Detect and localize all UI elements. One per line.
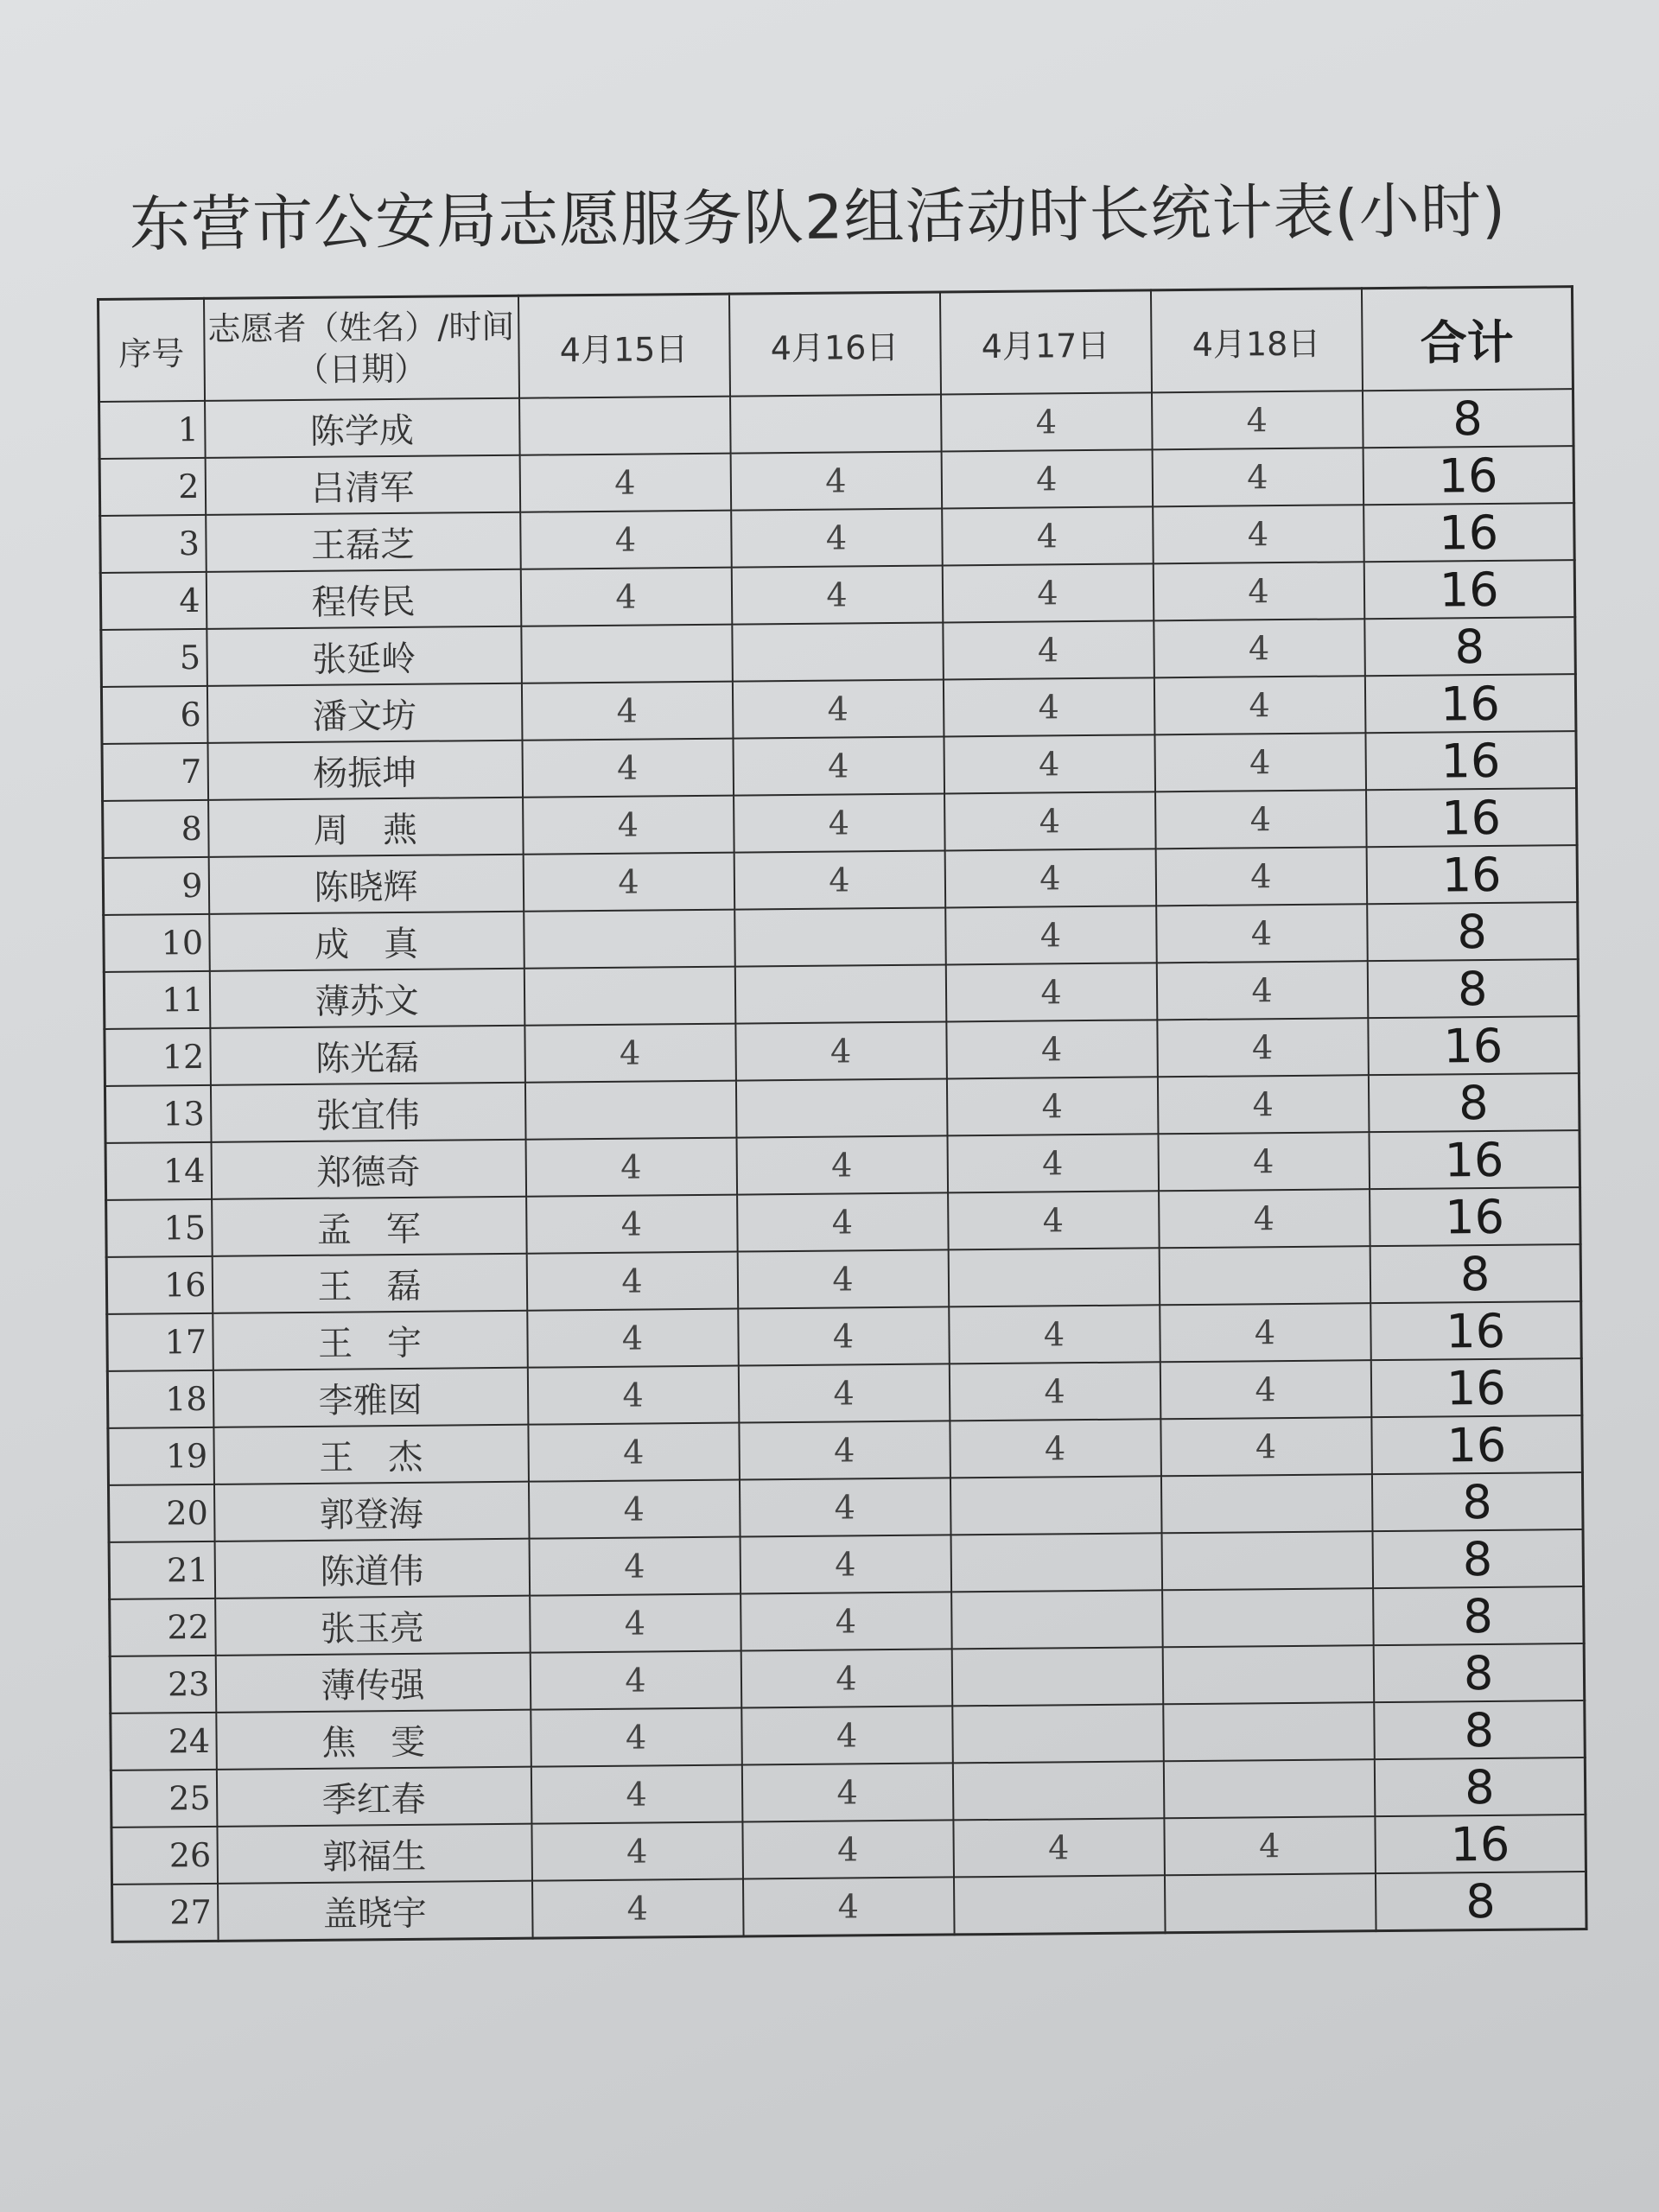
row-index: 24 [111, 1713, 217, 1770]
total-cell: 8 [1373, 1586, 1585, 1645]
hours-cell: 4 [1152, 448, 1363, 506]
hours-cell: 4 [949, 1305, 1160, 1363]
hours-cell: 4 [730, 451, 942, 510]
header-date: 4月18日 [1150, 289, 1362, 393]
total-cell: 8 [1368, 1073, 1580, 1132]
hours-cell: 4 [1154, 619, 1365, 677]
row-index: 7 [102, 743, 208, 801]
hours-cell: 4 [1152, 391, 1363, 449]
hours-cell [1162, 1645, 1374, 1704]
row-index: 26 [111, 1827, 218, 1885]
row-index: 19 [108, 1427, 214, 1485]
hours-cell [1162, 1588, 1374, 1647]
hours-cell [950, 1533, 1162, 1592]
total-cell: 8 [1364, 617, 1576, 676]
hours-cell: 4 [531, 1708, 742, 1767]
hours-cell: 4 [524, 1024, 736, 1083]
hours-cell: 4 [943, 677, 1154, 736]
hours-cell: 4 [520, 511, 732, 569]
hours-cell [732, 622, 944, 681]
hours-cell [524, 967, 735, 1026]
row-index: 8 [103, 800, 209, 858]
row-index: 6 [101, 686, 207, 744]
hours-cell: 4 [530, 1594, 741, 1653]
hours-cell: 4 [947, 1134, 1159, 1192]
hours-table [97, 285, 1588, 1943]
header-date: 4月15日 [518, 294, 729, 398]
total-cell: 16 [1363, 503, 1575, 562]
total-cell: 16 [1366, 845, 1578, 904]
total-cell: 16 [1370, 1301, 1582, 1360]
hours-cell: 4 [741, 1649, 952, 1707]
row-index: 22 [110, 1599, 216, 1656]
total-cell: 8 [1375, 1872, 1586, 1931]
hours-cell: 4 [739, 1421, 950, 1479]
volunteer-name: 王 磊 [212, 1254, 527, 1313]
hours-cell: 4 [735, 1021, 947, 1080]
row-index: 2 [99, 458, 206, 516]
volunteer-name: 郭登海 [213, 1482, 529, 1541]
volunteer-name: 陈光磊 [210, 1026, 525, 1085]
hours-cell [952, 1761, 1164, 1820]
hours-cell: 4 [733, 736, 944, 795]
row-index: 21 [109, 1541, 215, 1599]
hours-cell [734, 907, 946, 966]
volunteer-name: 杨振坤 [207, 741, 523, 800]
row-index: 16 [106, 1256, 213, 1314]
hours-cell: 4 [1155, 790, 1367, 849]
hours-cell [951, 1647, 1163, 1706]
total-cell: 8 [1374, 1758, 1586, 1816]
volunteer-name: 潘文坊 [207, 683, 522, 743]
hours-cell: 4 [531, 1765, 742, 1824]
hours-cell: 4 [732, 679, 944, 738]
hours-cell: 4 [525, 1138, 737, 1197]
hours-cell: 4 [941, 449, 1153, 508]
table-container [97, 285, 1588, 1943]
volunteer-name: 李雅囡 [213, 1368, 528, 1427]
table-row [112, 1872, 1587, 1942]
volunteer-name: 张延岭 [207, 626, 522, 686]
volunteer-name: 王 宇 [213, 1311, 528, 1370]
header-total: 合计 [1361, 287, 1573, 391]
document-title: 东营市公安局志愿服务队2组活动时长统计表(小时) [129, 175, 1507, 260]
hours-cell: 4 [523, 796, 734, 855]
row-index: 9 [103, 857, 209, 915]
volunteer-name: 张玉亮 [215, 1596, 531, 1656]
hours-cell: 4 [731, 565, 943, 624]
hours-cell: 4 [734, 850, 945, 909]
hours-cell: 4 [944, 849, 1156, 907]
hours-cell [730, 394, 942, 453]
hours-cell: 4 [1154, 733, 1366, 791]
hours-cell: 4 [738, 1306, 950, 1365]
total-cell: 8 [1372, 1529, 1584, 1588]
hours-cell: 4 [742, 1820, 954, 1878]
row-index: 3 [100, 515, 207, 573]
hours-cell [1160, 1474, 1372, 1533]
hours-cell: 4 [740, 1535, 951, 1593]
total-cell: 16 [1366, 788, 1578, 847]
hours-cell [524, 1081, 736, 1140]
volunteer-name: 郑德奇 [211, 1140, 526, 1199]
hours-cell: 4 [946, 1077, 1158, 1135]
hours-cell: 4 [1157, 1075, 1369, 1134]
hours-cell: 4 [532, 1879, 744, 1939]
volunteer-name: 王磊芝 [206, 512, 521, 572]
hours-cell: 4 [736, 1135, 948, 1194]
volunteer-name: 郭福生 [217, 1824, 532, 1884]
hours-cell: 4 [944, 734, 1155, 793]
hours-cell: 4 [953, 1818, 1165, 1877]
total-cell: 16 [1363, 560, 1575, 619]
volunteer-name: 薄苏文 [209, 969, 524, 1028]
hours-cell: 4 [1153, 562, 1364, 620]
row-index: 12 [105, 1028, 211, 1086]
hours-cell: 4 [737, 1249, 949, 1308]
hours-cell: 4 [739, 1478, 950, 1536]
hours-cell [519, 397, 731, 455]
hours-cell: 4 [950, 1419, 1161, 1478]
hours-cell: 4 [1157, 1018, 1369, 1077]
hours-cell: 4 [522, 739, 734, 798]
header-row [99, 287, 1573, 402]
hours-cell: 4 [742, 1877, 954, 1936]
hours-cell: 4 [528, 1423, 740, 1482]
volunteer-name: 王 杰 [213, 1425, 529, 1484]
total-cell: 16 [1370, 1358, 1582, 1417]
hours-cell: 4 [526, 1252, 738, 1311]
hours-cell: 4 [520, 568, 732, 626]
volunteer-name: 周 燕 [208, 798, 524, 857]
hours-cell: 4 [1156, 961, 1368, 1020]
hours-cell: 4 [531, 1822, 743, 1881]
hours-cell [735, 1078, 947, 1137]
hours-cell: 4 [1158, 1132, 1370, 1191]
hours-cell: 4 [731, 508, 943, 567]
hours-cell [1159, 1246, 1370, 1305]
hours-cell: 4 [945, 963, 1157, 1021]
volunteer-name: 程传民 [206, 569, 521, 629]
volunteer-name: 季红春 [216, 1767, 531, 1827]
header-date: 4月17日 [939, 290, 1151, 395]
hours-cell: 4 [526, 1195, 738, 1254]
table-body [99, 389, 1586, 1942]
hours-cell [951, 1590, 1163, 1649]
volunteer-name: 陈晓辉 [208, 855, 524, 914]
volunteer-name: 薄传强 [215, 1653, 531, 1713]
total-cell: 8 [1362, 389, 1573, 448]
hours-cell: 4 [741, 1592, 952, 1650]
hours-cell: 4 [942, 506, 1154, 565]
hours-cell: 4 [948, 1191, 1160, 1249]
hours-cell [952, 1704, 1164, 1763]
volunteer-name: 张宜伟 [210, 1083, 525, 1142]
row-index: 5 [101, 629, 207, 687]
row-index: 4 [100, 572, 207, 630]
header-index: 序号 [99, 298, 205, 402]
hours-cell: 4 [519, 454, 731, 512]
row-index: 20 [108, 1484, 214, 1542]
hours-cell: 4 [944, 791, 1156, 850]
row-index: 18 [107, 1370, 213, 1428]
hours-cell: 4 [741, 1763, 953, 1821]
hours-cell: 4 [1160, 1303, 1371, 1362]
hours-cell: 4 [949, 1362, 1160, 1421]
total-cell: 8 [1367, 902, 1579, 961]
hours-cell: 4 [737, 1192, 949, 1251]
hours-cell: 4 [946, 1020, 1158, 1078]
total-cell: 16 [1369, 1130, 1580, 1189]
row-index: 17 [107, 1313, 213, 1371]
hours-cell [953, 1875, 1165, 1935]
volunteer-name: 吕清军 [205, 455, 520, 515]
hours-cell: 4 [943, 620, 1154, 679]
row-index: 23 [110, 1656, 216, 1713]
volunteer-name: 孟 军 [212, 1197, 527, 1256]
hours-cell: 4 [528, 1480, 740, 1539]
hours-cell: 4 [530, 1651, 741, 1710]
header-date: 4月16日 [728, 292, 940, 397]
hours-cell [950, 1476, 1161, 1535]
volunteer-name: 陈学成 [205, 398, 520, 458]
hours-cell: 4 [523, 853, 734, 912]
hours-cell [524, 910, 735, 969]
total-cell: 16 [1371, 1415, 1583, 1474]
total-cell: 16 [1365, 731, 1577, 790]
hours-cell: 4 [527, 1309, 739, 1368]
hours-cell [1163, 1759, 1375, 1818]
volunteer-name: 陈道伟 [214, 1539, 530, 1599]
row-index: 13 [105, 1085, 211, 1143]
hours-cell: 4 [529, 1537, 741, 1596]
hours-cell [1163, 1702, 1375, 1761]
hours-cell: 4 [1155, 847, 1367, 906]
hours-cell: 4 [521, 682, 733, 741]
total-cell: 16 [1370, 1187, 1581, 1246]
hours-cell [1161, 1531, 1373, 1590]
total-cell: 8 [1373, 1643, 1585, 1702]
volunteer-name: 焦 雯 [216, 1710, 531, 1770]
hours-cell: 4 [945, 906, 1157, 964]
header-name: 志愿者（姓名）/时间（日期） [204, 296, 519, 401]
hours-cell [521, 625, 733, 683]
total-cell: 8 [1367, 959, 1579, 1018]
hours-cell: 4 [1156, 904, 1368, 963]
hours-cell: 4 [1160, 1360, 1371, 1419]
total-cell: 8 [1371, 1472, 1583, 1531]
row-index: 11 [104, 971, 210, 1029]
hours-cell [948, 1248, 1160, 1306]
volunteer-name: 成 真 [209, 912, 524, 971]
hours-cell: 4 [734, 793, 945, 852]
hours-cell: 4 [741, 1706, 953, 1764]
hours-cell [1164, 1873, 1376, 1933]
hours-cell: 4 [1160, 1417, 1372, 1476]
row-index: 25 [111, 1770, 217, 1827]
row-index: 14 [105, 1142, 212, 1200]
total-cell: 16 [1368, 1016, 1580, 1075]
hours-cell: 4 [527, 1366, 739, 1425]
hours-cell: 4 [942, 563, 1154, 622]
hours-cell: 4 [738, 1363, 950, 1422]
total-cell: 8 [1374, 1700, 1586, 1759]
total-cell: 16 [1375, 1815, 1586, 1873]
hours-cell [734, 964, 946, 1023]
hours-cell: 4 [941, 392, 1153, 451]
row-index: 1 [99, 401, 206, 459]
volunteer-name: 盖晓宇 [218, 1881, 533, 1942]
hours-cell: 4 [1159, 1189, 1370, 1248]
total-cell: 8 [1370, 1244, 1581, 1303]
hours-cell: 4 [1154, 676, 1365, 734]
hours-cell: 4 [1164, 1816, 1376, 1875]
row-index: 27 [112, 1884, 219, 1942]
hours-cell: 4 [1153, 505, 1364, 563]
total-cell: 16 [1364, 674, 1576, 733]
row-index: 10 [104, 914, 210, 972]
total-cell: 16 [1363, 446, 1574, 505]
row-index: 15 [106, 1199, 213, 1257]
